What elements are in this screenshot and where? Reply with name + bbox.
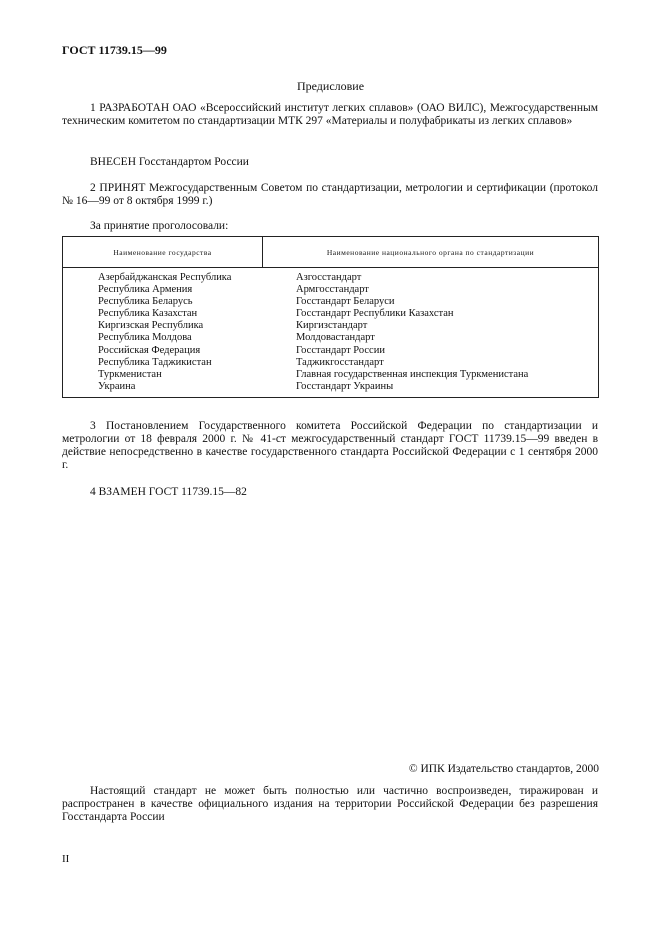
column-header-state: Наименование государства bbox=[113, 248, 212, 257]
state-cell: Республика Армения bbox=[98, 284, 193, 296]
organization-cell: Госстандарт Беларуси bbox=[296, 296, 395, 308]
table-row bbox=[63, 369, 598, 381]
table-header bbox=[63, 237, 598, 268]
state-cell: Республика Молдова bbox=[98, 332, 192, 344]
state-cell: Туркменистан bbox=[98, 368, 162, 380]
state-cell: Республика Таджикистан bbox=[98, 356, 212, 368]
organization-cell: Госстандарт Республики Казахстан bbox=[296, 308, 454, 320]
organization-cell: Армгосстандарт bbox=[296, 284, 369, 296]
table-row bbox=[63, 296, 598, 308]
organization-cell: Госстандарт России bbox=[296, 344, 385, 356]
adopted-by-paragraph: 2 ПРИНЯТ Межгосударственным Советом по стандартизации, метрологии и сертификации (протокол № 16—99 от 8 октября 1999 г.) bbox=[62, 182, 598, 207]
organization-cell: Киргизстандарт bbox=[296, 320, 368, 332]
organization-cell: Молдовастандарт bbox=[296, 332, 375, 344]
organization-cell: Таджикгосстандарт bbox=[296, 356, 384, 368]
table-row bbox=[63, 272, 598, 284]
reproduction-notice: Настоящий стандарт не может быть полностью или частично воспроизведен, тиражирован и распространен в качестве официального издания на территории Российской Федерации без разрешения Госстандарта России bbox=[62, 785, 598, 823]
replaces-paragraph: 4 ВЗАМЕН ГОСТ 11739.15—82 bbox=[90, 486, 247, 498]
state-cell: Киргизская Республика bbox=[98, 320, 204, 332]
table-row bbox=[63, 332, 598, 344]
table-row bbox=[63, 381, 598, 393]
copyright-notice: © ИПК Издательство стандартов, 2000 bbox=[408, 763, 599, 775]
introduced-by-paragraph: ВНЕСЕН Госстандартом России bbox=[90, 156, 249, 168]
state-cell: Республика Беларусь bbox=[98, 296, 193, 308]
state-cell: Азербайджанская Республика bbox=[98, 272, 232, 283]
voted-label: За принятие проголосовали: bbox=[90, 220, 229, 232]
table-body bbox=[63, 272, 598, 393]
table-row bbox=[63, 345, 598, 357]
organization-cell: Госстандарт Украины bbox=[296, 380, 394, 392]
document-id: ГОСТ 11739.15—99 bbox=[62, 43, 167, 57]
table-row bbox=[63, 320, 598, 332]
state-cell: Российская Федерация bbox=[98, 344, 201, 356]
organization-cell: Азгосстандарт bbox=[296, 272, 362, 283]
section-heading: Предисловие bbox=[296, 79, 365, 93]
table-row bbox=[63, 308, 598, 320]
voting-table bbox=[62, 236, 599, 398]
developed-by-paragraph: 1 РАЗРАБОТАН ОАО «Всероссийский институт легких сплавов» (ОАО ВИЛС), Межгосударственным техническим комитетом по стандартизации МТК 297 «Материалы и полуфабрикаты из легких сплавов» bbox=[62, 102, 598, 127]
column-header-organization: Наименование национального органа по стандартизации bbox=[326, 248, 535, 257]
table-row bbox=[63, 357, 598, 369]
state-cell: Украина bbox=[98, 380, 136, 392]
page-number: II bbox=[62, 853, 70, 865]
table-row bbox=[63, 284, 598, 296]
organization-cell: Главная государственная инспекция Туркменистана bbox=[296, 368, 529, 380]
state-cell: Республика Казахстан bbox=[98, 308, 198, 320]
enacted-paragraph: 3 Постановлением Государственного комитета Российской Федерации по стандартизации и метрологии от 18 февраля 2000 г. № 41-ст межгосударственный стандарт ГОСТ 11739.15—99 введен в действие непосредственно в качестве государственного стандарта Российской Федерации с 1 сентября 2000 г. bbox=[62, 420, 598, 471]
